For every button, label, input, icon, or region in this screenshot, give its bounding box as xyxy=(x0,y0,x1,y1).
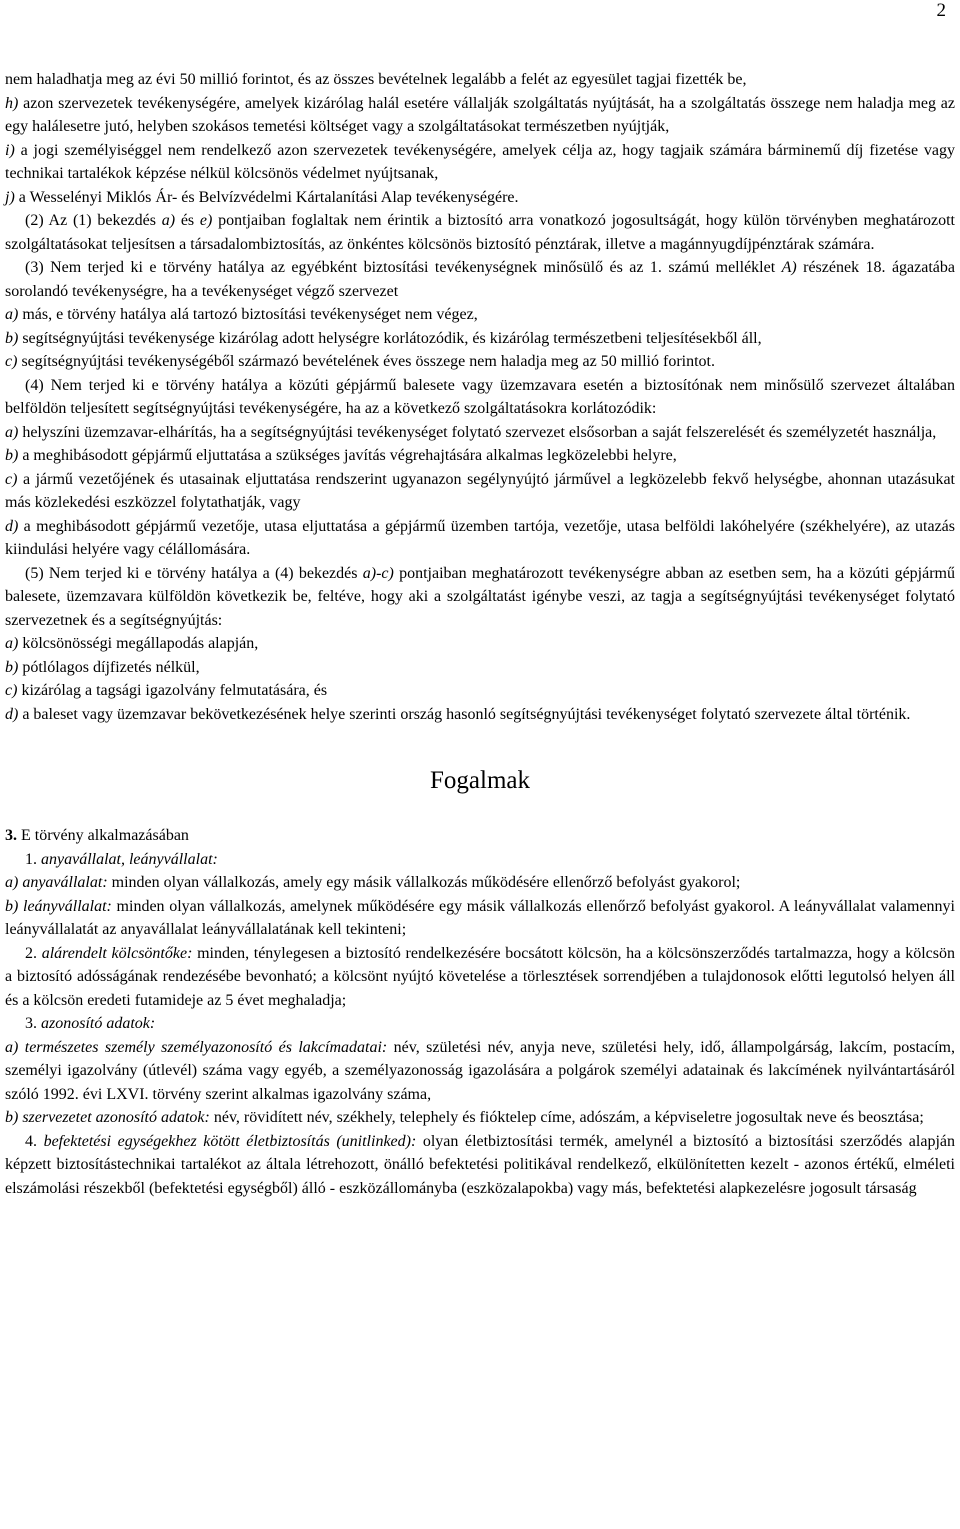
paragraph-text: E törvény alkalmazásában xyxy=(17,827,189,844)
italic-text: A) xyxy=(781,259,797,276)
paragraph xyxy=(5,656,955,680)
paragraph-text: (4) Nem terjed ki e törvény hatálya a közúti gépjármű balesete vagy üzemzavara esetén a biztosítónak nem minősülő szervezet általában belföldön teljesített segítségnyújtási tevékenységére, ha az a következő szolgáltatásokra korlátozódik: xyxy=(5,376,955,417)
italic-text: b) xyxy=(5,447,19,464)
paragraph xyxy=(5,895,955,942)
italic-text: a) xyxy=(5,423,19,441)
paragraph xyxy=(5,1012,955,1036)
paragraph xyxy=(5,824,955,848)
italic-text: a) xyxy=(5,306,19,323)
paragraph-text: részének 18. ágazatába sorolandó tevékenységre, ha a tevékenységet végző szervezet xyxy=(5,259,956,300)
italic-text: j) xyxy=(5,188,15,206)
italic-text: a) természetes személy személyazonosító és lakcímadatai: xyxy=(5,1038,388,1056)
section-title: Fogalmak xyxy=(430,767,530,794)
paragraph xyxy=(5,942,955,1013)
paragraph xyxy=(5,327,955,351)
italic-text: azonosító adatok: xyxy=(41,1015,156,1032)
paragraphs-after-section xyxy=(5,824,955,1200)
italic-text: b) leányvállalat: xyxy=(5,897,112,915)
italic-text: anyavállalat, leányvállalat: xyxy=(41,850,218,868)
italic-text: c) xyxy=(5,682,18,699)
paragraph-text: kölcsönösségi megállapodás alapján, xyxy=(18,635,259,652)
paragraph-text: 2. xyxy=(25,944,42,962)
italic-text: a) xyxy=(161,212,176,229)
paragraph-text: (5) Nem terjed ki e törvény hatálya a (4) bekezdés xyxy=(25,564,363,582)
document-body xyxy=(5,68,955,1200)
paragraph xyxy=(5,871,955,895)
paragraph-text: név, születési név, anyja neve, születési hely, idő, állampolgárság, lakcím, postacím, személyi igazolvány (útlevél) száma vagy egyéb, a személyazonosság igazolására a polgárok személyi adatainak és lakcímének nyilvántartásáról szóló 1992. évi LXVI. törvény szerint alkalmas igazolvány száma, xyxy=(5,1038,955,1103)
paragraph xyxy=(5,848,955,872)
paragraph-text: 3. xyxy=(25,1015,41,1032)
paragraph xyxy=(5,679,955,703)
paragraph xyxy=(5,303,955,327)
paragraph-text: minden, ténylegesen a biztosító rendelkezésére bocsátott kölcsön, ha a kölcsönszerződés tartalmazza, hogy a kölcsön a biztosító adósságának rendezésébe bevonható; a kölcsönt nyújtó követelése a törlesztések sorrendjében a tulajdonosok előtti legutolsó helyen áll és a kölcsön eredeti futamideje az 5 évet meghaladja; xyxy=(5,944,956,1009)
paragraph-text: segítségnyújtási tevékenységéből származó bevételének éves összege nem haladja meg az 50 millió forintot. xyxy=(17,353,715,370)
paragraph-text: a Wesselényi Miklós Ár- és Belvízvédelmi Kártalanítási Alap tevékenységére. xyxy=(14,188,519,206)
page-number: 2 xyxy=(936,0,946,21)
italic-text: e) xyxy=(199,212,213,229)
paragraph-text: a meghibásodott gépjármű vezetője, utasa eljuttatása a gépjármű üzemben tartója, vezetője, utasa belföldi lakóhelyére (székhelyére), az utazás kiindulási helyére vagy célállomására. xyxy=(5,517,955,558)
paragraph xyxy=(5,515,955,562)
paragraph xyxy=(5,350,955,374)
paragraph xyxy=(5,468,955,515)
italic-text: c) xyxy=(5,470,18,488)
italic-text: befektetési egységekhez kötött életbiztosítás (unitlinked): xyxy=(43,1132,417,1150)
paragraph-text: segítségnyújtási tevékenysége kizárólag adott helységre korlátozódik, és kizárólag természetbeni teljesítésekből áll, xyxy=(18,329,762,347)
paragraph-text: 1. xyxy=(25,850,41,868)
paragraph xyxy=(5,632,955,656)
paragraph xyxy=(5,186,955,210)
italic-text: a) anyavállalat: xyxy=(5,874,108,891)
paragraph xyxy=(5,256,955,303)
italic-text: a)-c) xyxy=(362,564,394,582)
italic-text: c) xyxy=(5,353,18,370)
paragraph xyxy=(5,562,955,633)
paragraph xyxy=(5,1106,955,1130)
italic-text: alárendelt kölcsöntőke: xyxy=(41,944,193,962)
italic-text: b) xyxy=(5,329,19,347)
paragraph-text: nem haladhatja meg az évi 50 millió forintot, és az összes bevételnek legalább a felét az egyesület tagjai fizették be, xyxy=(5,71,747,88)
italic-text: h) xyxy=(5,94,19,112)
paragraph-text: minden olyan vállalkozás, amely egy másik vállalkozás működésére ellenőrző befolyást gyakorol; xyxy=(107,874,741,891)
paragraph-text: a meghibásodott gépjármű eljuttatása a szükséges javítás végrehajtására alkalmas legközelebbi helyre, xyxy=(18,447,677,464)
paragraph-text: azon szervezetek tevékenységére, amelyek kizárólag halál esetére vállalják szolgáltatás nyújtását, ha a szolgáltatás összege nem haladja meg az egy halálesetre jutó, helyben szokásos temetési költséget vagy a szolgáltatásokat természetben nyújtják, xyxy=(5,94,955,135)
paragraph-text: (2) Az (1) bekezdés xyxy=(25,212,162,229)
paragraph-text: a jármű vezetőjének és utasainak eljuttatása rendszerint ugyanazon segélynyújtó járművel a legközelebb fekvő helységbe, ahonnan utazásukat más közlekedési eszközzel folytathatják, vagy xyxy=(5,470,955,511)
paragraph-text: 4. xyxy=(25,1132,44,1150)
paragraph xyxy=(5,68,955,92)
bold-text: 3. xyxy=(5,827,17,844)
italic-text: d) xyxy=(5,705,19,723)
italic-text: i) xyxy=(5,141,15,159)
paragraph-text: minden olyan vállalkozás, amelynek működésére egy másik vállalkozás ellenőrző befolyást gyakorol. A leányvállalat valamennyi leányvállalatát az anyavállalat leányvállalatának kell tekinteni; xyxy=(5,897,955,938)
paragraph-text: pontjaiban foglaltak nem érintik a biztosító arra vonatkozó jogosultságát, hogy külön törvényben meghatározott szolgáltatásokat teljesítsen a társadalombiztosítás, az önkéntes kölcsönös biztosító pénztárak, illetve a magánnyugdíjpénztárak számára. xyxy=(5,212,956,253)
paragraph-text: (3) Nem terjed ki e törvény hatálya az egyébként biztosítási tevékenységnek minősülő és az 1. számú melléklet xyxy=(25,259,782,276)
paragraph-text: a jogi személyiséggel nem rendelkező azon szervezetek tevékenységére, amelyek célja az, hogy tagjaik számára bárminemű díj fizetése vagy technikai tartalékok képzése nélkül kölcsönös védelmet nyújtsanak, xyxy=(5,141,955,182)
paragraph xyxy=(5,92,955,139)
italic-text: b) szervezetet azonosító adatok: xyxy=(5,1109,210,1126)
paragraph xyxy=(5,139,955,186)
paragraph-text: pótlólagos díjfizetés nélkül, xyxy=(18,658,200,676)
paragraph-text: kizárólag a tagsági igazolvány felmutatására, és xyxy=(17,682,328,699)
paragraph xyxy=(5,1130,955,1201)
italic-text: a) xyxy=(5,635,19,652)
italic-text: b) xyxy=(5,658,19,676)
paragraph xyxy=(5,374,955,421)
paragraph xyxy=(5,1036,955,1107)
paragraph xyxy=(5,421,955,445)
paragraph-text: pontjaiban meghatározott tevékenységre abban az esetben sem, ha a közúti gépjármű balesete, üzemzavara külföldön következik be, feltéve, hogy aki a szolgáltatást igénybe veszi, az tagja a segítségnyújtási tevékenységet folytató szervezetnek és a segítségnyújtás: xyxy=(5,564,955,629)
paragraph xyxy=(5,703,955,727)
paragraph-text: és xyxy=(175,212,200,229)
paragraph-text: a baleset vagy üzemzavar bekövetkezésének helye szerinti ország hasonló segítségnyújtási tevékenységet folytató szervezete által történik. xyxy=(18,705,911,723)
paragraph-text: név, rövidített név, székhely, telephely és fióktelep címe, adószám, a képviseletre jogosultak neve és beosztása; xyxy=(209,1109,924,1126)
paragraph-text: helyszíni üzemzavar-elhárítás, ha a segítségnyújtási tevékenységet folytató szervezet elsősorban a saját felszerelését és személyzetét használja, xyxy=(18,423,937,441)
paragraph-text: olyan életbiztosítási termék, amelynél a biztosító a biztosítási szerződés alapján képzett biztosítástechnikai tartalékot az általa létrehozott, önálló befektetési politikával rendelkező, elkülönítetten kezelt - azonos értékű, elméleti elszámolási részekből (befektetési egységből) álló - eszközállományba (eszközalapokba) vagy más, befektetési alapkezelésre jogosult társaság xyxy=(5,1132,955,1197)
italic-text: d) xyxy=(5,517,19,535)
paragraph xyxy=(5,444,955,468)
paragraph xyxy=(5,209,955,256)
paragraph-text: más, e törvény hatálya alá tartozó biztosítási tevékenységet nem végez, xyxy=(18,306,478,323)
paragraphs-before-section xyxy=(5,68,955,726)
